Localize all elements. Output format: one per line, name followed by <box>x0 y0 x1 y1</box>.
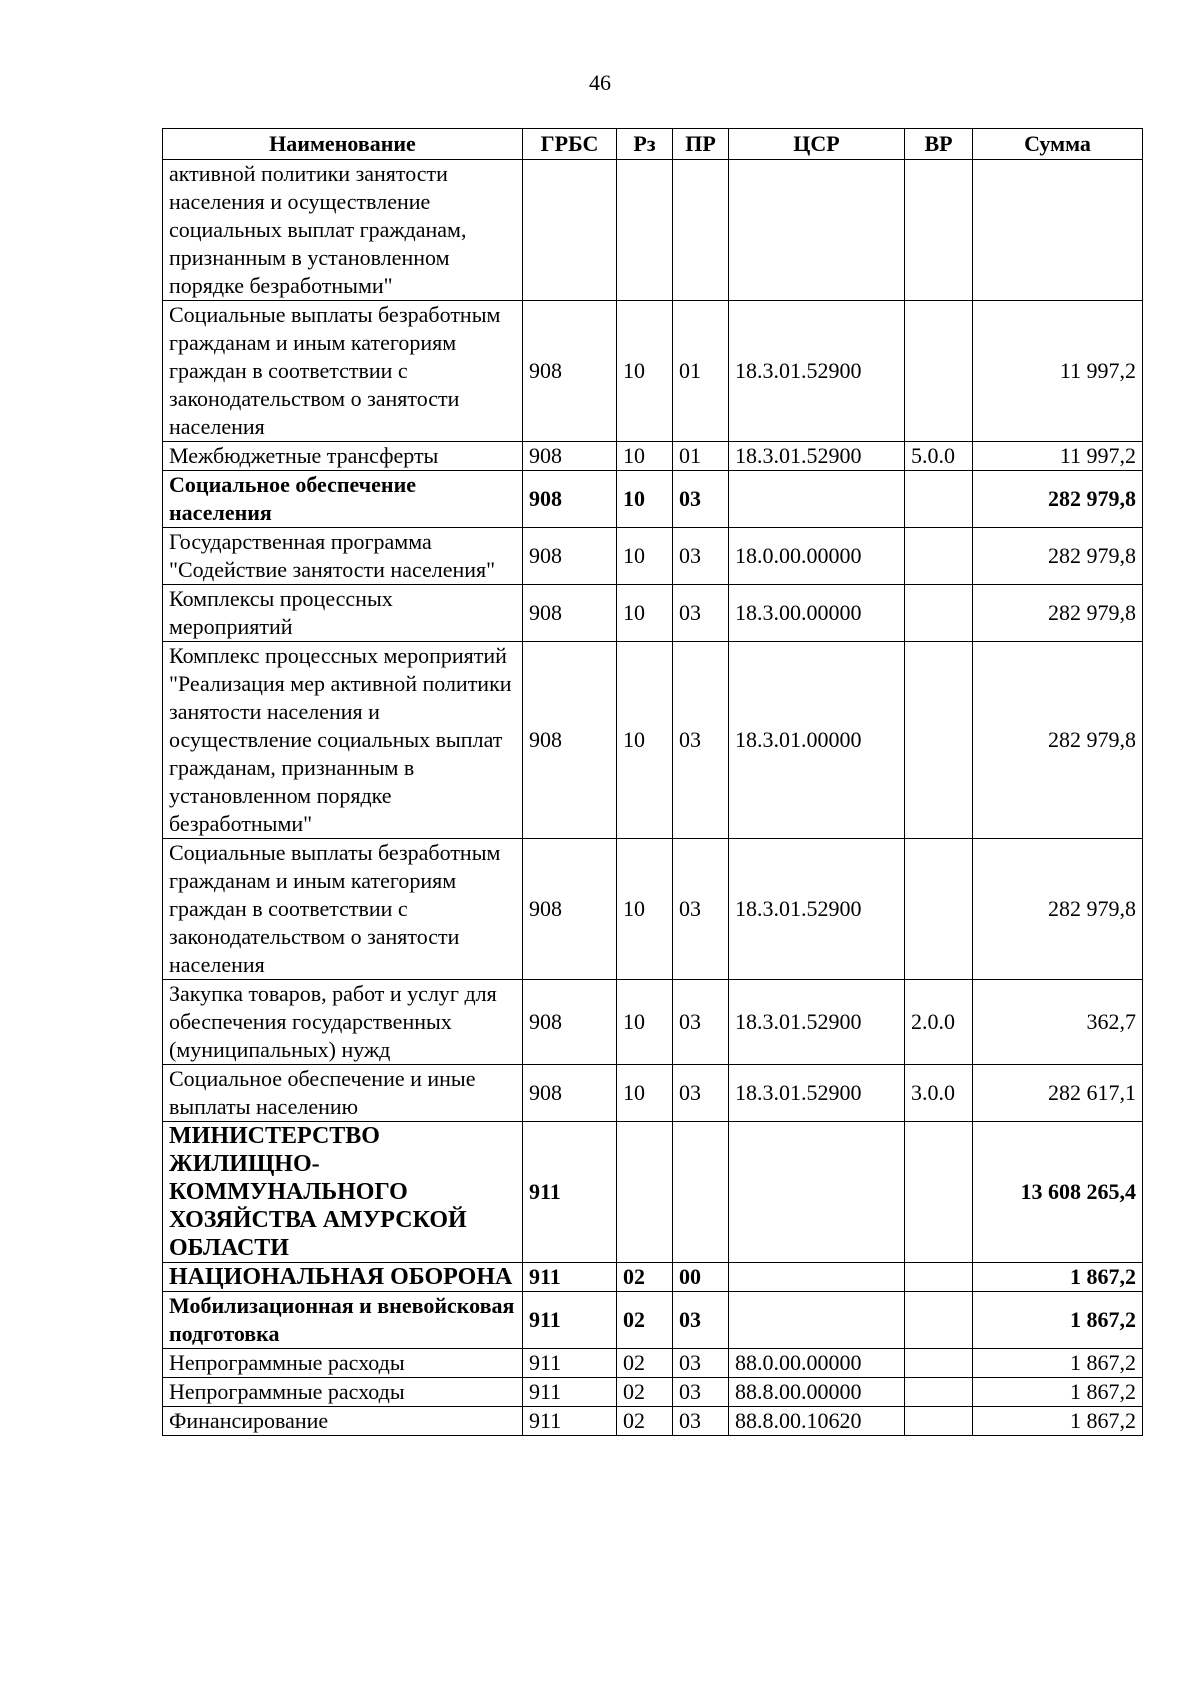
cell-pr: 03 <box>673 471 729 528</box>
cell-csr: 18.3.01.52900 <box>729 1065 905 1122</box>
table-row <box>163 471 1143 528</box>
cell-rz: 02 <box>617 1378 673 1407</box>
cell-rz: 10 <box>617 980 673 1065</box>
column-header-pr: ПР <box>673 129 729 160</box>
cell-pr: 01 <box>673 301 729 442</box>
table-row <box>163 1378 1143 1407</box>
cell-rz: 10 <box>617 442 673 471</box>
column-header-grbs: ГРБС <box>523 129 617 160</box>
table-row <box>163 160 1143 301</box>
cell-grbs: 911 <box>523 1292 617 1349</box>
cell-csr: 88.8.00.10620 <box>729 1407 905 1436</box>
table-row <box>163 528 1143 585</box>
table-row <box>163 1065 1143 1122</box>
cell-rz <box>617 160 673 301</box>
table-row <box>163 839 1143 980</box>
cell-sum: 282 979,8 <box>973 528 1143 585</box>
column-header-rz: Рз <box>617 129 673 160</box>
table-row <box>163 301 1143 442</box>
cell-grbs: 911 <box>523 1378 617 1407</box>
cell-pr: 03 <box>673 839 729 980</box>
cell-name: Социальные выплаты безработным гражданам и иным категориям граждан в соответствии с законодательством о занятости населения <box>163 301 523 442</box>
table-row <box>163 1349 1143 1378</box>
cell-sum: 11 997,2 <box>973 301 1143 442</box>
cell-name: Мобилизационная и вневойсковая подготовка <box>163 1292 523 1349</box>
cell-name: НАЦИОНАЛЬНАЯ ОБОРОНА <box>163 1263 523 1292</box>
cell-name: Комплексы процессных мероприятий <box>163 585 523 642</box>
cell-csr <box>729 471 905 528</box>
cell-grbs: 911 <box>523 1263 617 1292</box>
cell-pr: 03 <box>673 1407 729 1436</box>
cell-pr: 03 <box>673 1292 729 1349</box>
table-row <box>163 1292 1143 1349</box>
cell-rz: 02 <box>617 1349 673 1378</box>
cell-rz: 10 <box>617 839 673 980</box>
cell-csr: 88.0.00.00000 <box>729 1349 905 1378</box>
column-header-name: Наименование <box>163 129 523 160</box>
cell-name: Комплекс процессных мероприятий "Реализация мер активной политики занятости населения и осуществление социальных выплат гражданам, признанным в установленном порядке безработными" <box>163 642 523 839</box>
cell-name: Социальное обеспечение населения <box>163 471 523 528</box>
column-header-csr: ЦСР <box>729 129 905 160</box>
cell-pr: 03 <box>673 1349 729 1378</box>
cell-vr <box>905 585 973 642</box>
cell-vr: 5.0.0 <box>905 442 973 471</box>
table-row <box>163 1122 1143 1263</box>
cell-pr: 01 <box>673 442 729 471</box>
cell-pr: 03 <box>673 642 729 839</box>
cell-name: активной политики занятости населения и осуществление социальных выплат гражданам, признанным в установленном порядке безработными" <box>163 160 523 301</box>
column-header-vr: ВР <box>905 129 973 160</box>
cell-vr <box>905 1122 973 1263</box>
cell-vr <box>905 471 973 528</box>
cell-csr <box>729 1122 905 1263</box>
cell-pr: 03 <box>673 980 729 1065</box>
cell-vr <box>905 160 973 301</box>
column-header-sum: Сумма <box>973 129 1143 160</box>
cell-sum: 1 867,2 <box>973 1349 1143 1378</box>
cell-csr: 88.8.00.00000 <box>729 1378 905 1407</box>
cell-vr <box>905 301 973 442</box>
cell-csr: 18.3.01.52900 <box>729 839 905 980</box>
cell-sum: 13 608 265,4 <box>973 1122 1143 1263</box>
cell-grbs: 908 <box>523 642 617 839</box>
cell-pr: 03 <box>673 1378 729 1407</box>
page-number: 46 <box>589 70 611 95</box>
cell-name: Непрограммные расходы <box>163 1378 523 1407</box>
cell-sum: 282 979,8 <box>973 585 1143 642</box>
cell-vr <box>905 1349 973 1378</box>
cell-csr: 18.0.00.00000 <box>729 528 905 585</box>
cell-name: Государственная программа "Содействие занятости населения" <box>163 528 523 585</box>
cell-grbs: 908 <box>523 301 617 442</box>
cell-name: Непрограммные расходы <box>163 1349 523 1378</box>
cell-grbs: 908 <box>523 839 617 980</box>
cell-vr: 3.0.0 <box>905 1065 973 1122</box>
cell-grbs: 911 <box>523 1407 617 1436</box>
cell-sum <box>973 160 1143 301</box>
cell-name: Социальные выплаты безработным гражданам и иным категориям граждан в соответствии с законодательством о занятости населения <box>163 839 523 980</box>
table-row <box>163 1407 1143 1436</box>
cell-sum: 282 979,8 <box>973 471 1143 528</box>
cell-name: Закупка товаров, работ и услуг для обеспечения государственных (муниципальных) нужд <box>163 980 523 1065</box>
cell-sum: 1 867,2 <box>973 1292 1143 1349</box>
cell-pr: 00 <box>673 1263 729 1292</box>
table-body <box>163 160 1143 1436</box>
cell-grbs: 908 <box>523 528 617 585</box>
cell-grbs: 908 <box>523 442 617 471</box>
cell-rz <box>617 1122 673 1263</box>
cell-grbs: 911 <box>523 1349 617 1378</box>
cell-pr: 03 <box>673 528 729 585</box>
cell-rz: 10 <box>617 642 673 839</box>
cell-sum: 1 867,2 <box>973 1378 1143 1407</box>
cell-csr: 18.3.00.00000 <box>729 585 905 642</box>
cell-grbs: 911 <box>523 1122 617 1263</box>
cell-rz: 02 <box>617 1407 673 1436</box>
cell-vr: 2.0.0 <box>905 980 973 1065</box>
cell-sum: 1 867,2 <box>973 1407 1143 1436</box>
table-header-row <box>163 129 1143 160</box>
cell-rz: 02 <box>617 1263 673 1292</box>
cell-csr <box>729 1292 905 1349</box>
cell-sum: 1 867,2 <box>973 1263 1143 1292</box>
cell-sum: 282 979,8 <box>973 839 1143 980</box>
cell-sum: 362,7 <box>973 980 1143 1065</box>
table-row <box>163 585 1143 642</box>
cell-sum: 11 997,2 <box>973 442 1143 471</box>
cell-csr: 18.3.01.52900 <box>729 301 905 442</box>
cell-name: Социальное обеспечение и иные выплаты населению <box>163 1065 523 1122</box>
table-row <box>163 642 1143 839</box>
table-row <box>163 980 1143 1065</box>
cell-vr <box>905 642 973 839</box>
cell-vr <box>905 839 973 980</box>
budget-table <box>162 128 1143 1436</box>
cell-grbs: 908 <box>523 980 617 1065</box>
cell-rz: 10 <box>617 528 673 585</box>
cell-grbs: 908 <box>523 1065 617 1122</box>
table-row <box>163 1263 1143 1292</box>
cell-rz: 10 <box>617 471 673 528</box>
cell-rz: 10 <box>617 585 673 642</box>
cell-vr <box>905 1378 973 1407</box>
cell-vr <box>905 1292 973 1349</box>
cell-grbs: 908 <box>523 471 617 528</box>
cell-name: Финансирование <box>163 1407 523 1436</box>
table-row <box>163 442 1143 471</box>
cell-rz: 10 <box>617 1065 673 1122</box>
cell-name: МИНИСТЕРСТВО ЖИЛИЩНО-КОММУНАЛЬНОГО ХОЗЯЙСТВА АМУРСКОЙ ОБЛАСТИ <box>163 1122 523 1263</box>
cell-csr: 18.3.01.00000 <box>729 642 905 839</box>
cell-pr: 03 <box>673 585 729 642</box>
cell-vr <box>905 528 973 585</box>
cell-name: Межбюджетные трансферты <box>163 442 523 471</box>
cell-csr: 18.3.01.52900 <box>729 442 905 471</box>
cell-pr <box>673 160 729 301</box>
cell-csr: 18.3.01.52900 <box>729 980 905 1065</box>
cell-vr <box>905 1263 973 1292</box>
cell-grbs <box>523 160 617 301</box>
cell-pr <box>673 1122 729 1263</box>
cell-pr: 03 <box>673 1065 729 1122</box>
cell-grbs: 908 <box>523 585 617 642</box>
cell-csr <box>729 160 905 301</box>
cell-vr <box>905 1407 973 1436</box>
cell-sum: 282 979,8 <box>973 642 1143 839</box>
cell-sum: 282 617,1 <box>973 1065 1143 1122</box>
cell-rz: 10 <box>617 301 673 442</box>
cell-rz: 02 <box>617 1292 673 1349</box>
cell-csr <box>729 1263 905 1292</box>
